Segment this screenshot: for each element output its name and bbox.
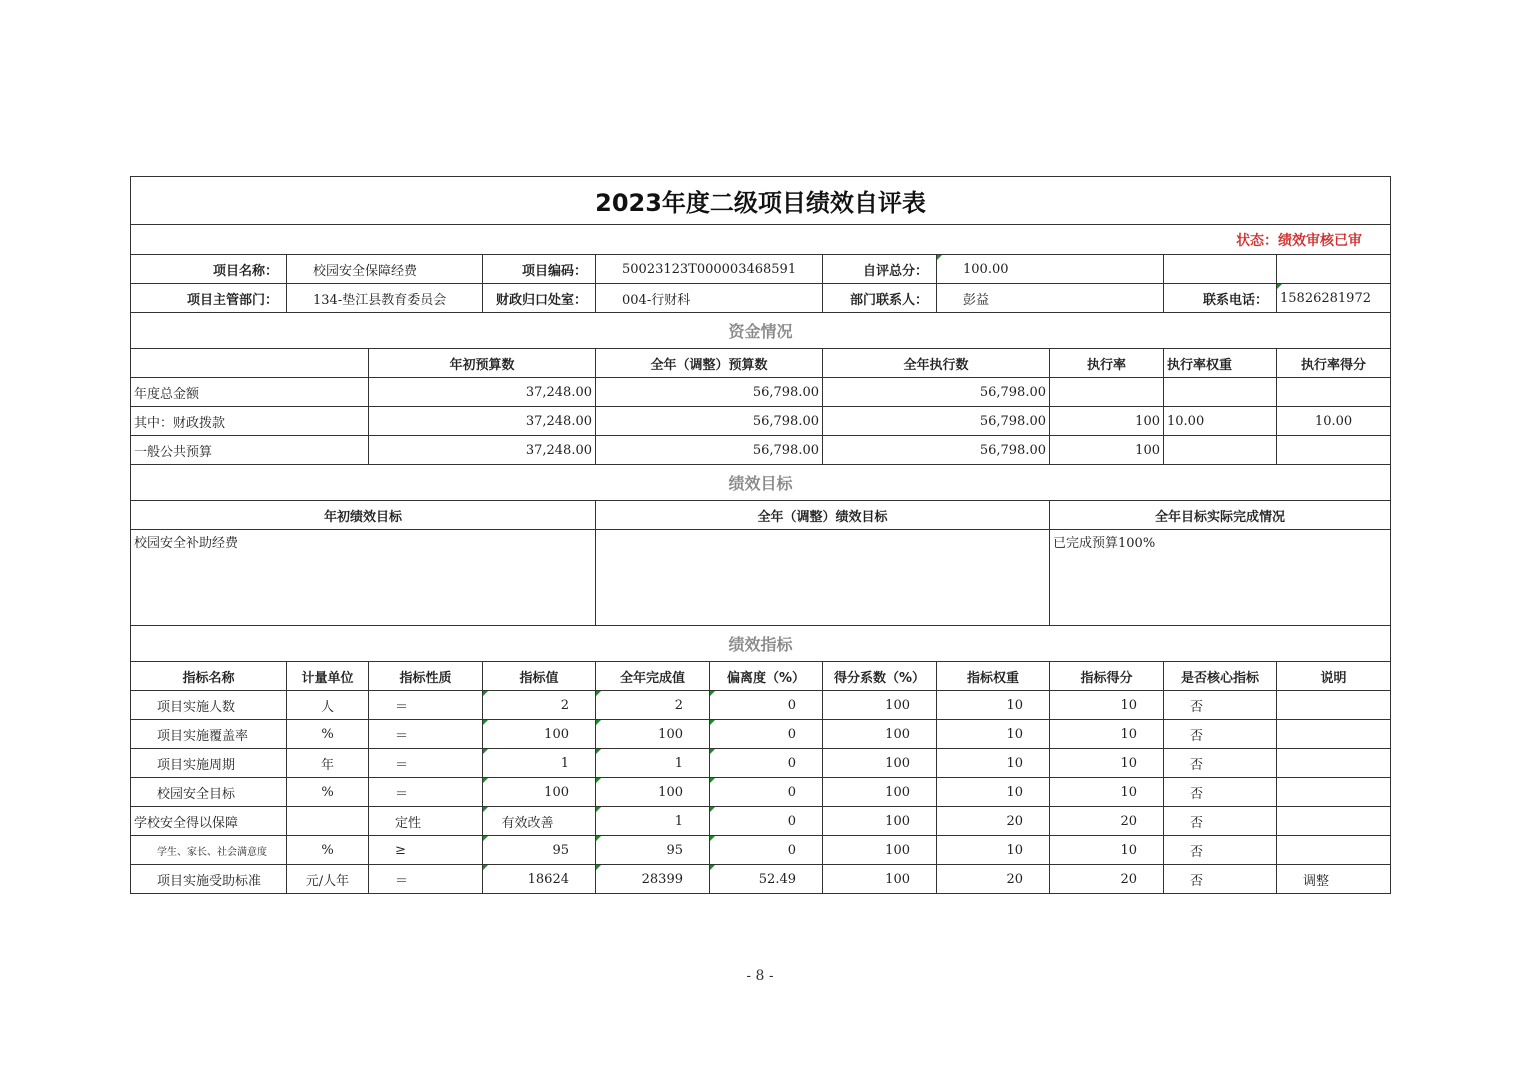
funds-row bbox=[131, 407, 1391, 436]
funds-header: 全年（调整）预算数 bbox=[596, 349, 823, 378]
indicator-weight: 10 bbox=[937, 749, 1050, 778]
page-number: - 8 - bbox=[746, 968, 774, 984]
funds-initial: 37,248.00 bbox=[369, 436, 596, 465]
funds-score bbox=[1277, 378, 1391, 407]
empty-cell bbox=[1277, 255, 1391, 284]
indicator-unit: % bbox=[287, 720, 369, 749]
indicator-coef: 100 bbox=[823, 691, 937, 720]
indicator-header: 说明 bbox=[1277, 662, 1391, 691]
evaluation-table bbox=[130, 176, 1391, 894]
indicator-row bbox=[131, 836, 1391, 865]
indicator-unit bbox=[287, 807, 369, 836]
funds-adjusted: 56,798.00 bbox=[596, 407, 823, 436]
goals-initial: 校园安全补助经费 bbox=[131, 530, 596, 626]
indicator-unit: 年 bbox=[287, 749, 369, 778]
indicator-header: 偏离度（%） bbox=[710, 662, 823, 691]
phone-value: 15826281972 bbox=[1277, 284, 1391, 313]
funds-rate: 100 bbox=[1050, 436, 1164, 465]
indicator-deviation: 0 bbox=[710, 749, 823, 778]
empty-cell bbox=[1164, 255, 1277, 284]
funds-row-name: 年度总金额 bbox=[131, 378, 369, 407]
funds-header: 执行率得分 bbox=[1277, 349, 1391, 378]
indicator-nature: ≥ bbox=[369, 836, 483, 865]
indicator-note bbox=[1277, 807, 1391, 836]
indicator-note bbox=[1277, 836, 1391, 865]
funds-score bbox=[1277, 436, 1391, 465]
indicator-weight: 10 bbox=[937, 720, 1050, 749]
funds-rate bbox=[1050, 378, 1164, 407]
indicator-note bbox=[1277, 720, 1391, 749]
indicator-core: 否 bbox=[1164, 836, 1277, 865]
indicator-header: 是否核心指标 bbox=[1164, 662, 1277, 691]
indicator-note bbox=[1277, 749, 1391, 778]
goals-header: 全年（调整）绩效目标 bbox=[596, 501, 1050, 530]
indicator-header: 指标值 bbox=[483, 662, 596, 691]
indicator-name: 项目实施受助标准 bbox=[131, 865, 287, 894]
page-title: 2023年度二级项目绩效自评表 bbox=[131, 177, 1391, 225]
funds-adjusted: 56,798.00 bbox=[596, 436, 823, 465]
indicator-deviation: 52.49 bbox=[710, 865, 823, 894]
indicator-unit: % bbox=[287, 836, 369, 865]
indicator-nature: ＝ bbox=[369, 691, 483, 720]
indicator-deviation: 0 bbox=[710, 778, 823, 807]
indicator-actual: 100 bbox=[596, 720, 710, 749]
indicator-header: 指标得分 bbox=[1050, 662, 1164, 691]
goals-section-title: 绩效目标 bbox=[131, 465, 1391, 501]
indicator-weight: 20 bbox=[937, 865, 1050, 894]
funds-section-title: 资金情况 bbox=[131, 313, 1391, 349]
status-badge: 状态：绩效审核已审 bbox=[131, 225, 1391, 255]
funds-adjusted: 56,798.00 bbox=[596, 378, 823, 407]
indicator-row bbox=[131, 749, 1391, 778]
funds-rate: 100 bbox=[1050, 407, 1164, 436]
funds-weight bbox=[1164, 436, 1277, 465]
indicator-name: 项目实施覆盖率 bbox=[131, 720, 287, 749]
score-label: 自评总分： bbox=[823, 255, 937, 284]
indicator-unit: 元/人年 bbox=[287, 865, 369, 894]
score-value: 100.00 bbox=[937, 255, 1164, 284]
finance-value: 004-行财科 bbox=[596, 284, 823, 313]
indicator-coef: 100 bbox=[823, 836, 937, 865]
indicator-coef: 100 bbox=[823, 749, 937, 778]
goals-header: 年初绩效目标 bbox=[131, 501, 596, 530]
indicator-coef: 100 bbox=[823, 720, 937, 749]
project-name-label: 项目名称： bbox=[131, 255, 287, 284]
funds-row-name: 一般公共预算 bbox=[131, 436, 369, 465]
indicator-target: 100 bbox=[483, 720, 596, 749]
indicator-score: 10 bbox=[1050, 720, 1164, 749]
indicator-nature: ＝ bbox=[369, 749, 483, 778]
indicator-name: 学生、家长、社会满意度 bbox=[131, 836, 287, 865]
indicator-nature: 定性 bbox=[369, 807, 483, 836]
indicator-actual: 2 bbox=[596, 691, 710, 720]
indicator-unit: % bbox=[287, 778, 369, 807]
indicator-score: 10 bbox=[1050, 691, 1164, 720]
indicator-core: 否 bbox=[1164, 691, 1277, 720]
indicator-rows bbox=[131, 691, 1391, 894]
funds-score: 10.00 bbox=[1277, 407, 1391, 436]
project-code-label: 项目编码： bbox=[483, 255, 596, 284]
funds-header: 执行率权重 bbox=[1164, 349, 1277, 378]
funds-weight bbox=[1164, 378, 1277, 407]
indicator-nature: ＝ bbox=[369, 865, 483, 894]
funds-executed: 56,798.00 bbox=[823, 378, 1050, 407]
indicator-target: 95 bbox=[483, 836, 596, 865]
indicator-header: 指标权重 bbox=[937, 662, 1050, 691]
indicator-note bbox=[1277, 778, 1391, 807]
indicator-header: 计量单位 bbox=[287, 662, 369, 691]
indicator-weight: 10 bbox=[937, 691, 1050, 720]
indicator-coef: 100 bbox=[823, 807, 937, 836]
finance-label: 财政归口处室： bbox=[483, 284, 596, 313]
indicator-actual: 95 bbox=[596, 836, 710, 865]
indicator-weight: 20 bbox=[937, 807, 1050, 836]
indicator-deviation: 0 bbox=[710, 691, 823, 720]
indicator-row bbox=[131, 720, 1391, 749]
dept-value: 134-垫江县教育委员会 bbox=[287, 284, 483, 313]
indicator-score: 20 bbox=[1050, 807, 1164, 836]
indicators-section-title: 绩效指标 bbox=[131, 626, 1391, 662]
performance-evaluation-sheet bbox=[130, 176, 1390, 894]
funds-header: 全年执行数 bbox=[823, 349, 1050, 378]
funds-row bbox=[131, 378, 1391, 407]
indicator-name: 项目实施人数 bbox=[131, 691, 287, 720]
indicator-score: 10 bbox=[1050, 836, 1164, 865]
indicator-note bbox=[1277, 691, 1391, 720]
funds-initial: 37,248.00 bbox=[369, 407, 596, 436]
indicator-nature: ＝ bbox=[369, 720, 483, 749]
indicator-row bbox=[131, 865, 1391, 894]
indicator-row bbox=[131, 807, 1391, 836]
indicator-deviation: 0 bbox=[710, 720, 823, 749]
dept-label: 项目主管部门： bbox=[131, 284, 287, 313]
indicator-target: 100 bbox=[483, 778, 596, 807]
indicator-deviation: 0 bbox=[710, 807, 823, 836]
goals-header: 全年目标实际完成情况 bbox=[1050, 501, 1391, 530]
indicator-weight: 10 bbox=[937, 778, 1050, 807]
funds-header-blank bbox=[131, 349, 369, 378]
project-name-value: 校园安全保障经费 bbox=[287, 255, 483, 284]
funds-initial: 37,248.00 bbox=[369, 378, 596, 407]
indicator-deviation: 0 bbox=[710, 836, 823, 865]
indicator-row bbox=[131, 778, 1391, 807]
funds-weight: 10.00 bbox=[1164, 407, 1277, 436]
indicator-header: 指标性质 bbox=[369, 662, 483, 691]
contact-value: 彭益 bbox=[937, 284, 1164, 313]
phone-label: 联系电话： bbox=[1164, 284, 1277, 313]
indicator-target: 2 bbox=[483, 691, 596, 720]
goals-actual: 已完成预算100% bbox=[1050, 530, 1391, 626]
funds-row bbox=[131, 436, 1391, 465]
indicator-score: 10 bbox=[1050, 778, 1164, 807]
indicator-name: 学校安全得以保障 bbox=[131, 807, 287, 836]
indicator-core: 否 bbox=[1164, 778, 1277, 807]
indicator-name: 项目实施周期 bbox=[131, 749, 287, 778]
indicator-coef: 100 bbox=[823, 865, 937, 894]
indicator-core: 否 bbox=[1164, 865, 1277, 894]
indicator-row bbox=[131, 691, 1391, 720]
indicator-score: 20 bbox=[1050, 865, 1164, 894]
indicator-actual: 1 bbox=[596, 749, 710, 778]
indicator-target: 18624 bbox=[483, 865, 596, 894]
indicator-nature: ＝ bbox=[369, 778, 483, 807]
funds-row-name: 其中：财政拨款 bbox=[131, 407, 369, 436]
indicator-target: 有效改善 bbox=[483, 807, 596, 836]
indicator-name: 校园安全目标 bbox=[131, 778, 287, 807]
funds-executed: 56,798.00 bbox=[823, 407, 1050, 436]
indicator-actual: 1 bbox=[596, 807, 710, 836]
indicator-target: 1 bbox=[483, 749, 596, 778]
funds-executed: 56,798.00 bbox=[823, 436, 1050, 465]
funds-header: 年初预算数 bbox=[369, 349, 596, 378]
goals-adjusted bbox=[596, 530, 1050, 626]
indicator-core: 否 bbox=[1164, 807, 1277, 836]
contact-label: 部门联系人： bbox=[823, 284, 937, 313]
funds-header: 执行率 bbox=[1050, 349, 1164, 378]
indicator-weight: 10 bbox=[937, 836, 1050, 865]
indicator-unit: 人 bbox=[287, 691, 369, 720]
project-code-value: 50023123T000003468591 bbox=[596, 255, 823, 284]
indicator-core: 否 bbox=[1164, 720, 1277, 749]
indicator-note: 调整 bbox=[1277, 865, 1391, 894]
indicator-header: 全年完成值 bbox=[596, 662, 710, 691]
indicator-actual: 28399 bbox=[596, 865, 710, 894]
indicator-core: 否 bbox=[1164, 749, 1277, 778]
indicator-actual: 100 bbox=[596, 778, 710, 807]
indicator-coef: 100 bbox=[823, 778, 937, 807]
indicator-header: 得分系数（%） bbox=[823, 662, 937, 691]
indicator-header: 指标名称 bbox=[131, 662, 287, 691]
indicator-score: 10 bbox=[1050, 749, 1164, 778]
